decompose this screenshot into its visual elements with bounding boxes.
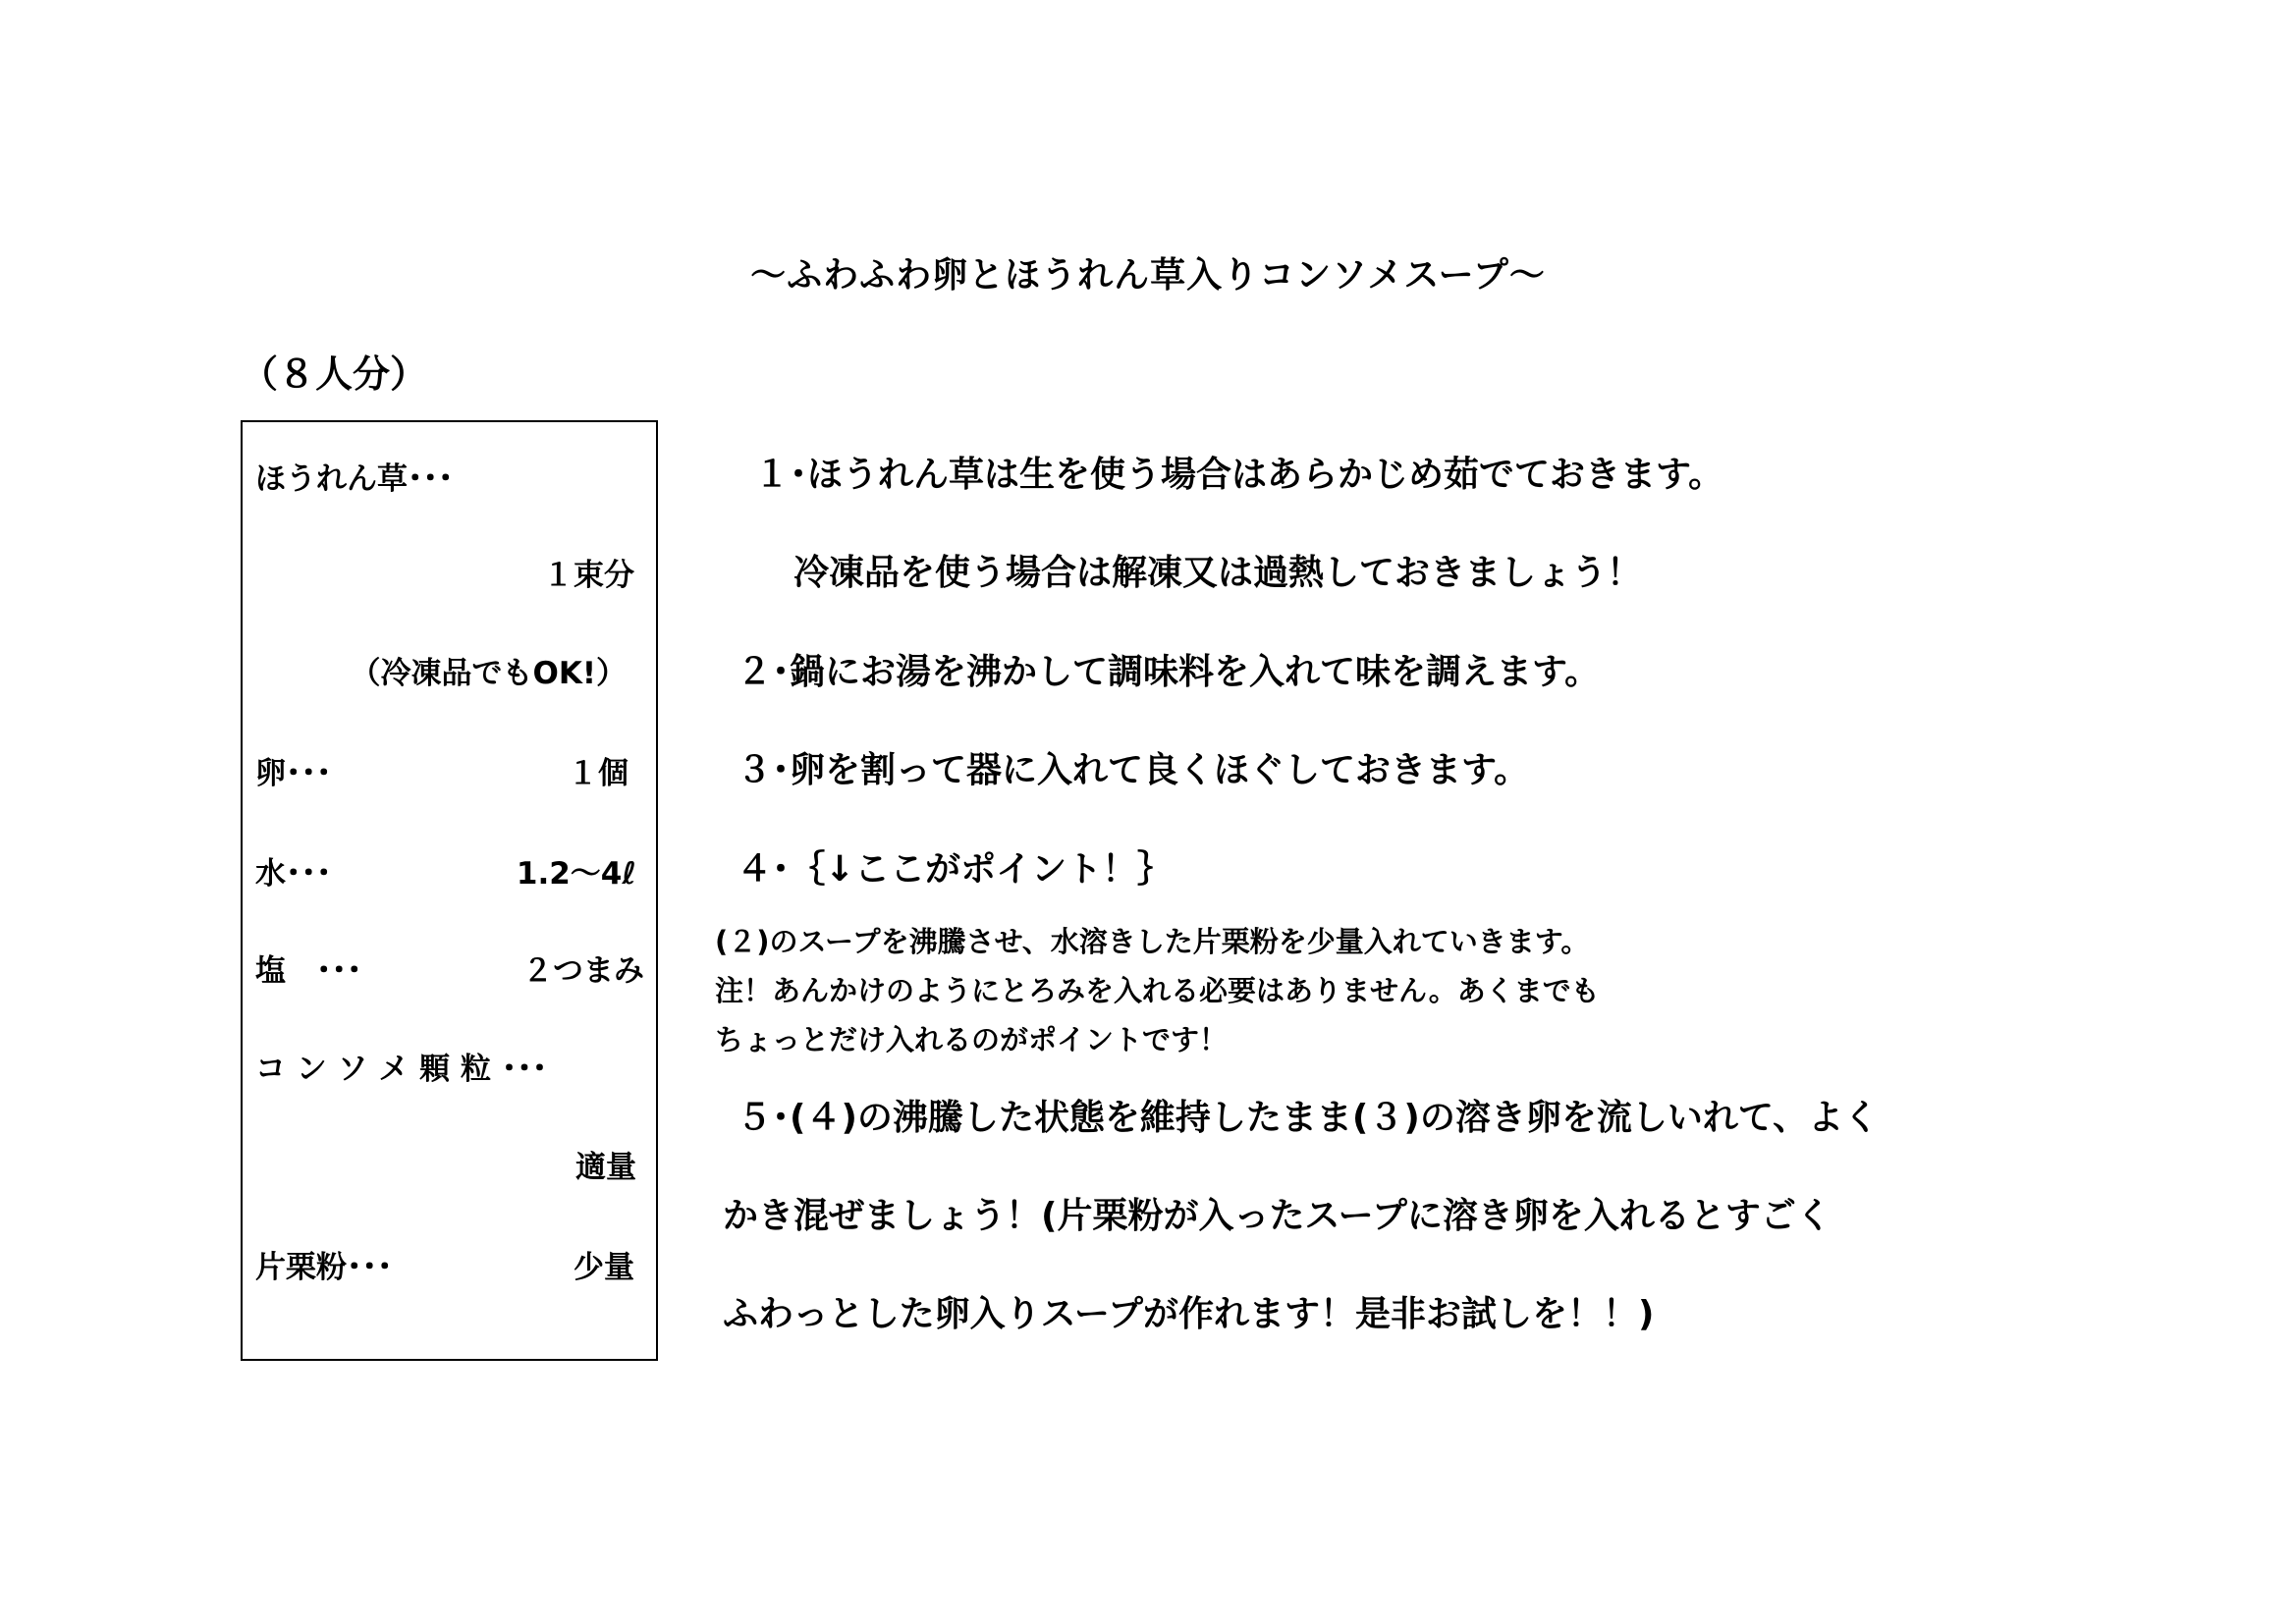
servings-label: （８人分） xyxy=(241,352,428,396)
ingredient-spinach-note: （冷凍品でもOK!） xyxy=(350,656,627,691)
ingredient-spinach-amount: １束分 xyxy=(543,558,634,593)
page-title: ～ふわふわ卵とほうれん草入りコンソメスープ～ xyxy=(750,255,1546,296)
step-1-line-1: １･ほうれん草は生を使う場合はあらかじめ茹でておきます。 xyxy=(754,455,1724,495)
step-2: ２･鍋にお湯を沸かして調味料を入れて味を調えます。 xyxy=(737,652,1601,692)
step-1-line-2: 冷凍品を使う場合は解凍又は過熱しておきましょう！ xyxy=(793,553,1643,593)
step-4-note-line-3: ちょっとだけ入れるのがポイントです！ xyxy=(715,1023,1229,1056)
ingredient-consomme-label: コ ン ソ メ 顆 粒 ･･･ xyxy=(255,1052,548,1087)
step-5-line-3: ふわっとした卵入りスープが作れます！是非お試しを！！) xyxy=(723,1294,1655,1334)
ingredient-starch-amount: 少量 xyxy=(574,1250,634,1285)
ingredient-starch-label: 片栗粉･･･ xyxy=(255,1250,393,1285)
ingredient-water-label: 水･･･ xyxy=(255,856,332,892)
ingredient-water-amount: 1.2～4ℓ xyxy=(516,856,636,892)
ingredient-spinach-label: ほうれん草･･･ xyxy=(255,461,454,497)
step-4-note-line-1: (２)のスープを沸騰させ、水溶きした片栗粉を少量入れていきます。 xyxy=(715,925,1590,958)
ingredient-consomme-amount: 適量 xyxy=(575,1150,636,1185)
ingredient-egg-amount: １個 xyxy=(568,756,629,791)
step-4-note-line-2: 注！あんかけのようにとろみを入れる必要はありません。あくまでも xyxy=(715,974,1600,1007)
step-4: ４･｛↓ここがポイント！｝ xyxy=(737,849,1174,890)
ingredient-salt-label: 塩 ･･･ xyxy=(255,953,362,989)
step-3: ３･卵を割って器に入れて良くほぐしておきます。 xyxy=(737,750,1530,790)
ingredient-egg-label: 卵･･･ xyxy=(255,756,332,791)
ingredient-salt-amount: ２つまみ xyxy=(522,953,644,989)
step-5-line-1: ５･(４)の沸騰した状態を維持したまま(３)の溶き卵を流しいれて、よく xyxy=(737,1098,1880,1138)
step-5-line-2: かき混ぜましょう！(片栗粉が入ったスープに溶き卵を入れるとすごく xyxy=(723,1196,1831,1236)
